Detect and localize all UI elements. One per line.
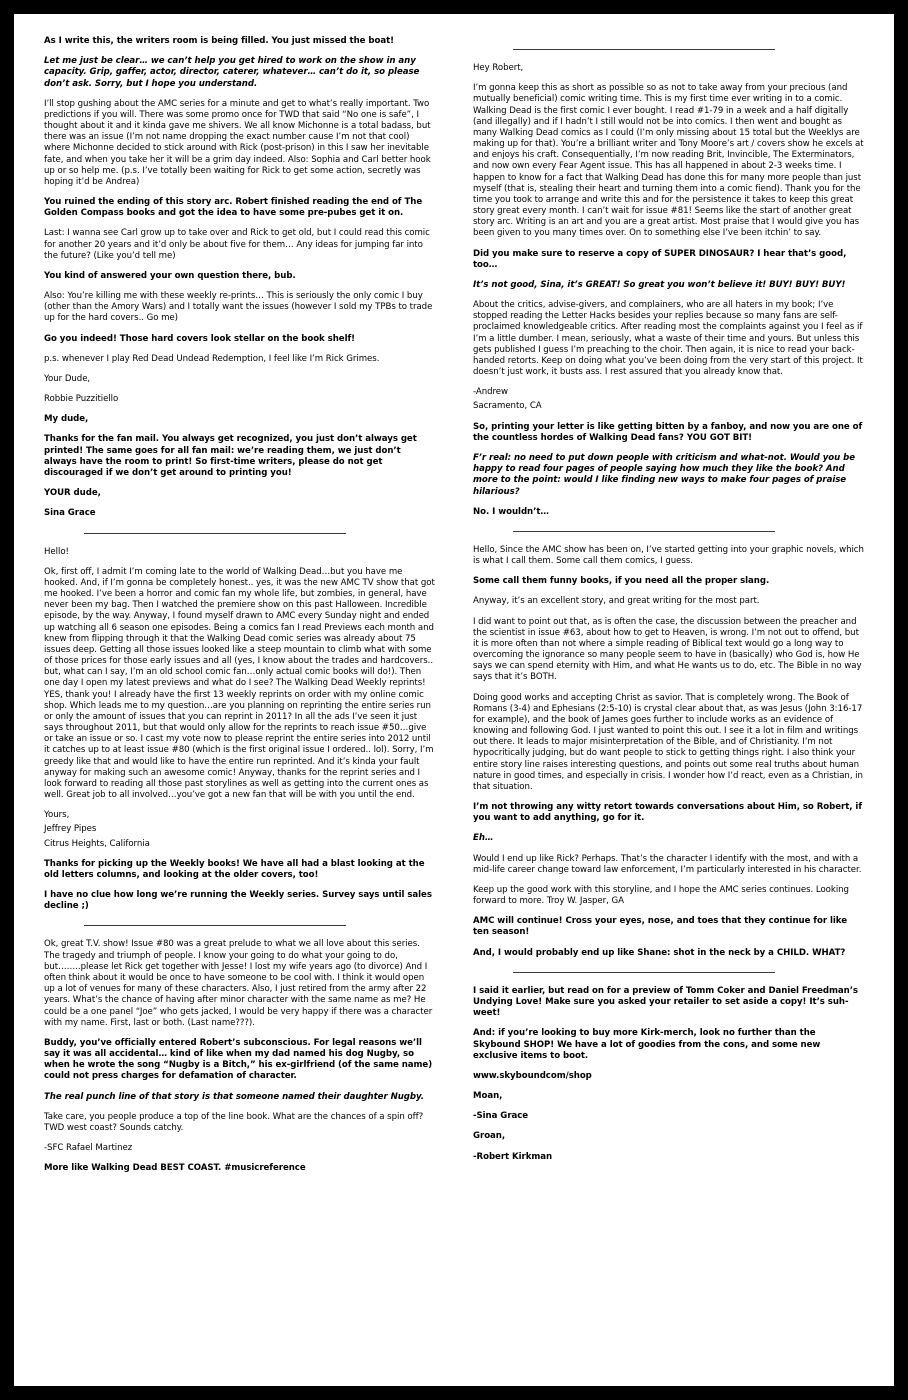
paragraph-l2: Let me just be clear… we can’t help you get hired to work on the show in any capacity. Grip, gaffer, actor, director, caterer, whatever… can’t do it, so please don’t ask. Sorry, but I hope you understand. bbox=[44, 56, 420, 89]
paragraph-r19: Keep up the good work with this storyline, and I hope the AMC series continues. Looking forward to more. Troy W. Jasper, GA bbox=[473, 884, 849, 907]
paragraph-l22: I have no clue how long we’re running the Weekly series. Survey says until sales decline ;) bbox=[44, 890, 432, 912]
paragraph-r27: Groan, bbox=[473, 1131, 506, 1142]
paragraph-r4: It’s not good, Sina, it’s GREAT! So great you won’t believe it! BUY! BUY! BUY! bbox=[473, 279, 846, 290]
paragraph-r2: I’m gonna keep this as short as possible so as not to take away from your precious (and mutually beneficial) comic writing time. This is my first time ever writing in to a comic. Walking Dead is the first comic I ever bought. I read #1-79 in a week and a half digitally (and illegally) and if I hadn’t I still would not be into comics. I then went and bought as many Walking Dead comics as I could (I’m only missing about 15 total but the Weeklys are making up for that). You’re a brilliant writer and Tony Moore’s art / covers show he excels at and enjoys his craft. Consequentially, I’m now reading Brit, Invincible, The Exterminators, and now own every Fear Agent issue. This has all happened in about 2-3 weeks time. I happen to know for a fact that Walking Dead has done this for many more people than just myself (that is, stealing their heart and turning them into a comic fiend). Thank you for the time you took to arrange and write this and for the persistence it takes to keep this great story great every month. I can’t wait for issue #81! Seems like the start of another great story arc. Writing is an art and you are a great artist. Most praise that I would give you has been given to you many times over. On to something else I’ve been itchin’ to say. bbox=[473, 83, 864, 239]
paragraph-l6: You kind of answered your own question there, bub. bbox=[44, 270, 296, 281]
paragraph-r16: I’m not throwing any witty retort towards conversations about Him, so Robert, if you want to add anything, go for it. bbox=[473, 802, 863, 824]
paragraph-l27: -SFC Rafael Martinez bbox=[44, 1143, 133, 1154]
paragraph-l16: Hello! bbox=[44, 546, 69, 557]
paragraph-l14: YOUR dude, bbox=[44, 488, 101, 499]
paragraph-r12: Some call them funny books, if you need all the proper slang. bbox=[473, 576, 770, 587]
section-divider bbox=[513, 972, 775, 973]
paragraph-r7: Sacramento, CA bbox=[473, 401, 542, 412]
paragraph-r8: So, printing your letter is like getting bitten by a fanboy, and now you are one of the countless hordes of Walking Dead fans? YOU GOT BIT! bbox=[473, 421, 863, 443]
paragraph-r20: AMC will continue! Cross your eyes, nose, and toes that they continue for like ten season! bbox=[473, 916, 847, 938]
paragraph-r26: -Sina Grace bbox=[473, 1111, 529, 1122]
paragraph-r17: Eh… bbox=[473, 833, 494, 844]
paragraph-r10: No. I wouldn’t… bbox=[473, 506, 549, 517]
paragraph-r15: Doing good works and accepting Christ as savior. That is completely wrong. The Book of Romans (3-4) and Ephesians (2:5-10) is crystal clear about that, as was Jesus (John 3:16-17 for example), and the book of James goes further to include works as an evidence of knowing and following God. I just wanted to point this out. I see it a lot in film and writings out there. It leads to major misinterpretation of the Bible, and of Christianity. I’m not hypocritically judging, but do want people to stick to getting things right. I also think your entire story line raises interesting questions, and points out some real truths about human nature in good times, and especially in crisis. I wonder how I’d react, even as a Christian, in that situation. bbox=[473, 692, 863, 792]
paragraph-l25: The real punch line of that story is that someone named their daughter Nugby. bbox=[44, 1091, 424, 1102]
paragraph-r1: Hey Robert, bbox=[473, 63, 524, 73]
section-divider bbox=[84, 925, 346, 926]
paragraph-l21: Thanks for picking up the Weekly books! We have all had a blast looking at the old letters columns, and looking at the older covers, too! bbox=[44, 858, 425, 880]
paragraph-l8: Go you indeed! Those hard covers look stellar on the book shelf! bbox=[44, 333, 356, 344]
paragraph-l11: Robbie Puzzitiello bbox=[44, 394, 119, 405]
paragraph-r18: Would I end up like Rick? Perhaps. That’s the character I identify with the most, and with a mid-life career change toward law enforcement, I’m particularly interested in his character. bbox=[473, 853, 862, 875]
paragraph-l9: p.s. whenever I play Red Dead Undead Redemption, I feel like I’m Rick Grimes. bbox=[44, 353, 380, 364]
left-column bbox=[44, 36, 435, 1366]
right-column bbox=[473, 36, 864, 1366]
paragraph-l5: Last: I wanna see Carl grow up to take over and Rick to get old, but I could read this comic for another 20 years and it’d only be about five for them… Any ideas for jumping far into the future? (Like you’d tell me) bbox=[44, 228, 430, 261]
paragraph-l3: I’ll stop gushing about the AMC series for a minute and get to what’s really important. Two predictions if you will. There was some promo once for TWD that said “No one is safe”, I thought about it and it kinda gave me shivers. We all know Michonne is a total badass, but there was an issue (I’m not name dropping the exact number cause I’m not that cool) where Michonne decided to stick around with Rick (post-prison) in this I saw her inevitable fate, and when you take her it will be a grim day indeed. Also: Sophia and Carl better hook up or so help me. (p.s. I’ve totally been waiting for Rick to get some action, secretly was hoping it’d be Andrea) bbox=[44, 98, 431, 187]
paragraph-r5: About the critics, advise-givers, and complainers, who are all haters in my book; I’ve stopped reading the Letter Hacks besides your replies because so many fans are self-proclaimed knowledgeable critics. After reading most the complaints against you I feel as if I’m a little dumber. I mean, seriously, what a waste of their time and yours. But unless this gets published I guess I’m preaching to the choir. Then again, it is nice to read your back-handed retorts. Keep on doing what you’ve been doing from the very start of this project. It doesn’t just work, it busts ass. I rest assured that you already know that. bbox=[473, 300, 863, 378]
two-column-layout bbox=[44, 36, 864, 1366]
letters-page bbox=[14, 14, 894, 1386]
paragraph-l10: Your Dude, bbox=[44, 373, 91, 384]
paragraph-r25: Moan, bbox=[473, 1091, 503, 1102]
paragraph-r22: I said it earlier, but read on for a preview of Tomm Coker and Daniel Freedman’s Undying Love! Make sure you asked your retailer to set aside a copy! It’s suh-weet! bbox=[473, 985, 858, 1019]
paragraph-r28: -Robert Kirkman bbox=[473, 1151, 553, 1162]
paragraph-l4: You ruined the ending of this story arc. Robert finished reading the end of The Golden Compass books and got the idea to have some pre-pubes get it on. bbox=[44, 197, 423, 219]
paragraph-r11: Hello, Since the AMC show has been on, I’ve started getting into your graphic novels, which is what I call them. Some call them comics, I guess. bbox=[473, 544, 864, 567]
paragraph-r3: Did you make sure to reserve a copy of SUPER DINOSAUR? I hear that’s good, too… bbox=[473, 248, 847, 270]
paragraph-l28: More like Walking Dead BEST COAST. #musicreference bbox=[44, 1163, 306, 1174]
paragraph-r14: I did want to point out that, as is often the case, the discussion between the preacher and the scientist in issue #63, about how to get to Heaven, is wrong. I’m not out to offend, but it is more often than not where a simple reading of Biblical text would go a long way to overcoming the ignorance so many people seem to have in (basically) who God is, how He says we can spend eternity with Him, and what He wants us to do, etc. The Bible in no way says that it’s BOTH. bbox=[473, 616, 862, 683]
paragraph-l24: Buddy, you’ve officially entered Robert’s subconscious. For legal reasons we’ll say it was all accidental… kind of like when my dad named his dog Nugby, so when he wrote the song “Nugby is a Bitch,” his ex-girlfriend (of the same name) could not press charges for defamation of character. bbox=[44, 1037, 433, 1082]
paragraph-l15: Sina Grace bbox=[44, 508, 96, 519]
section-divider bbox=[513, 531, 775, 532]
paragraph-l13: Thanks for the fan mail. You always get recognized, you just don’t always get printed! The same goes for all fan mail: we’re reading them, we just don’t always have the room to print! So first-time writers, please do not get discouraged if we don’t get around to printing you! bbox=[44, 434, 417, 478]
paragraph-l20: Citrus Heights, California bbox=[44, 838, 150, 849]
section-divider bbox=[513, 49, 775, 50]
paragraph-l23: Ok, great T.V. show! Issue #80 was a great prelude to what we all love about this series. The tragedy and triumph of people. I know your going to do what your going to do, but……..please let Rick get together with Jesse! I lost my wife years ago (to divorce) And I often think about it would be once to have someone to be cool with. I think it would open up a lot of venues for many of these characters. Also, I just retired from the army after 22 years. What’s the chance of having after minor character with the same name as me? He could be a one panel “Joe” who gets jacked, I would be very happy if there was a character with my name. First, last or both. (Last name???). bbox=[44, 939, 433, 1028]
paragraph-r9: F’r real: no need to put down people with criticism and what-not. Would you be happy to read four pages of people saying how much they like the book? And more to the point: would I like finding new ways to make four pages of praise hilarious? bbox=[473, 452, 855, 497]
paragraph-r21: And, I would probably end up like Shane: shot in the neck by a CHILD. WHAT? bbox=[473, 947, 846, 958]
section-divider bbox=[84, 533, 346, 534]
paragraph-r6: -Andrew bbox=[473, 387, 509, 398]
paragraph-l17: Ok, first off, I admit I’m coming late to the world of Walking Dead…but you have me hooked. And, if I’m gonna be completely honest.. yes, it was the new AMC TV show that got me hooked. I’ve been a horror and comic fan my whole life, but zombies, in general, have never been my bag. Then I watched the premiere show on this past Halloween. Incredible episode, by the way. Anyway, I found myself drawn to AMC every Sunday night and ended up watching all 6 season one episodes. Being a comics fan I read Previews each month and knew from flipping through it that the Walking Dead comic series was already about 75 issues deep. Getting all those issues looked like a steep mountain to climb what with some of those prices for those early issues and all (yes, I know about the trades and hardcovers.. but, what can I say, I’m an old school comic fan…only actual comic books will do!). Then one day I open my latest previews and what do I see? The Walking Dead Weekly reprints! YES, thank you! I already have the first 13 weekly reprints on order with my online comic shop. Which leads me to my question…are you planning on reprinting the entire series run or only the amount of issues that you can reprint in 2011? In all the ads I’ve seen it just says throughout 2011, but that would only allow for the reprints to reach issue #50…give or take an issue or so. I cast my vote now to please reprint the entire series into 2012 until it catches up to at least issue #80 (which is the first original issue I ordered.. lol). Sorry, I’m greedy like that and would like to have the entire run reprinted. And it’s kinda your fault anyway for making such an awesome comic! Anyway, thanks for the reprint series and I look forward to reading all those past storylines as well as getting into the current ones as well. Great job to all involved…you’ve got a new fan that will be with you until the end. bbox=[44, 566, 435, 801]
paragraph-r23: And: if you’re looking to buy more Kirk-merch, look no further than the Skybound SHOP! We have a lot of goodies from the cons, and some new exclusive items to boot. bbox=[473, 1028, 821, 1061]
paragraph-l18: Yours, bbox=[44, 810, 70, 821]
paragraph-l1: As I write this, the writers room is being filled. You just missed the boat! bbox=[44, 36, 394, 46]
paragraph-r13: Anyway, it’s an excellent story, and great writing for the most part. bbox=[473, 596, 760, 607]
paragraph-l26: Take care, you people produce a top of the line book. What are the chances of a spin off? TWD west coast? Sounds catchy. bbox=[44, 1111, 424, 1133]
paragraph-r24: www.skyboundcom/shop bbox=[473, 1070, 592, 1081]
paragraph-l12: My dude, bbox=[44, 414, 89, 425]
paragraph-l19: Jeffrey Pipes bbox=[44, 824, 97, 835]
paragraph-l7: Also: You’re killing me with these weekly re-prints… This is seriously the only comic I buy (other than the Amory Wars) and I totally want the issues (however I sold my TPBs to trade up for the hard covers.. Go me) bbox=[44, 291, 433, 324]
